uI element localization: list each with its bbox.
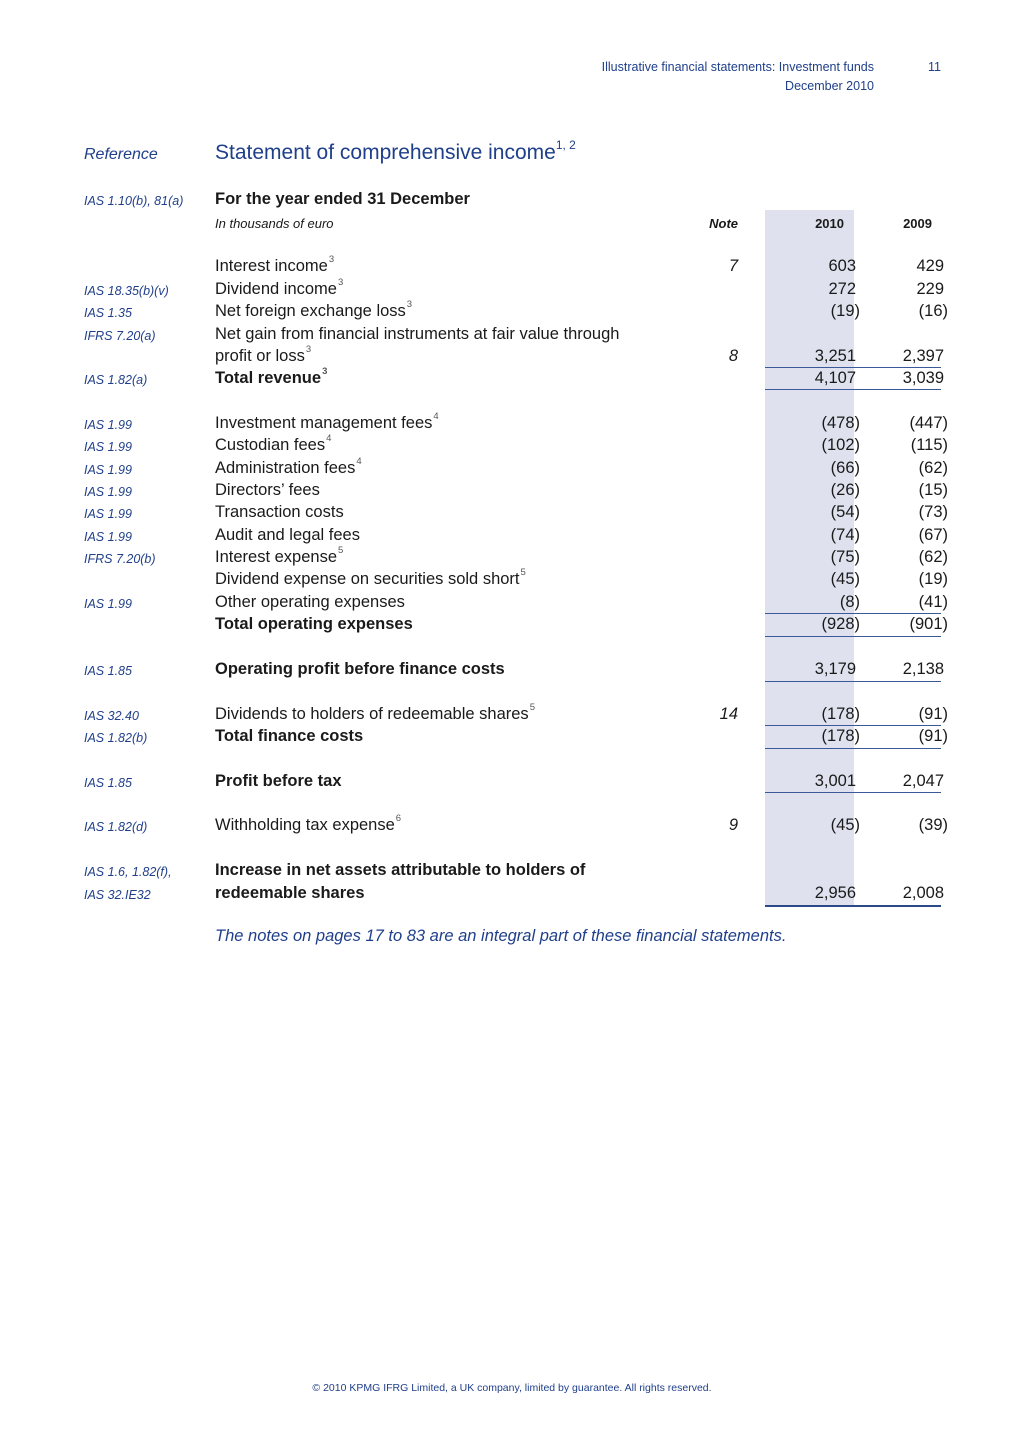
value-2010: (45) (830, 570, 860, 588)
units-label: In thousands of euro (215, 216, 334, 231)
value-2010: (26) (830, 481, 860, 499)
period-label: For the year ended 31 December (215, 190, 470, 208)
table-row (0, 544, 1024, 569)
footnote-marker: 5 (529, 701, 535, 713)
value-2009: 229 (916, 280, 944, 298)
value-2010: (178) (821, 727, 860, 745)
value-2009: (15) (918, 481, 948, 499)
row-reference: IFRS 7.20(a) (84, 329, 156, 343)
statement-title-text: Statement of comprehensive income (215, 141, 556, 164)
footnote-marker: 3 (322, 365, 328, 377)
table-row (0, 525, 1024, 547)
row-reference: IAS 32.40 (84, 709, 139, 723)
page-number: 11 (928, 60, 941, 74)
table-row (0, 343, 1024, 368)
table-row (0, 860, 1024, 882)
footnote-marker: 4 (433, 410, 439, 422)
row-label: Transaction costs (215, 503, 344, 521)
table-row (0, 276, 1024, 301)
row-label: Directors’ fees (215, 481, 320, 499)
value-2010: (75) (830, 548, 860, 566)
value-2010: (54) (830, 503, 860, 521)
subtotal-rule (765, 748, 941, 749)
table-row (0, 883, 1024, 905)
table-row (0, 432, 1024, 457)
footnote-marker: 3 (328, 253, 335, 265)
value-2009: (19) (918, 570, 948, 588)
header-date: December 2010 (785, 79, 874, 93)
row-note: 9 (728, 816, 738, 834)
value-2010: 603 (828, 257, 856, 275)
header-title: Illustrative financial statements: Investment funds (601, 60, 874, 74)
footnote-marker: 3 (305, 343, 312, 355)
table-row (0, 812, 1024, 837)
row-reference: IAS 1.99 (84, 463, 132, 477)
row-label: Other operating expenses (215, 593, 405, 611)
row-reference: IAS 1.82(d) (84, 820, 148, 834)
value-2010: (928) (821, 615, 860, 633)
value-2009: 2,397 (902, 347, 944, 365)
row-reference: IFRS 7.20(b) (84, 552, 156, 566)
footnote-marker: 5 (338, 544, 344, 556)
value-2010: 4,107 (814, 369, 856, 387)
period-reference: IAS 1.10(b), 81(a) (84, 194, 184, 208)
table-row (0, 771, 1024, 793)
row-reference: IAS 1.99 (84, 597, 132, 611)
table-row (0, 701, 1024, 726)
row-label: Dividends to holders of redeemable shares$^5$ (215, 701, 535, 723)
value-2010: (45) (830, 816, 860, 834)
subtotal-rule (765, 725, 941, 726)
row-label: Administration fees$^4$ (215, 455, 362, 477)
row-reference: IAS 1.85 (84, 664, 132, 678)
value-2009: (41) (918, 593, 948, 611)
value-2010: (19) (830, 302, 860, 320)
subtotal-rule (765, 792, 941, 793)
subtotal-rule (765, 613, 941, 614)
table-row (0, 614, 1024, 636)
row-reference: IAS 18.35(b)(v) (84, 284, 169, 298)
value-2009: (39) (918, 816, 948, 834)
row-reference: IAS 1.82(b) (84, 731, 148, 745)
table-row (0, 659, 1024, 681)
row-reference: IAS 1.99 (84, 418, 132, 432)
row-label: Withholding tax expense$^6$ (215, 812, 402, 834)
row-reference: IAS 1.99 (84, 507, 132, 521)
row-reference: IAS 1.99 (84, 530, 132, 544)
value-2010: 3,251 (814, 347, 856, 365)
subtotal-rule (765, 681, 941, 682)
table-row (0, 592, 1024, 614)
table-row (0, 253, 1024, 278)
table-row (0, 298, 1024, 323)
footnote-marker: 4 (326, 432, 332, 444)
value-2009: 2,138 (902, 660, 944, 678)
value-2009: (91) (918, 727, 948, 745)
table-row (0, 502, 1024, 524)
row-label: Custodian fees$^4$ (215, 432, 332, 454)
row-label: Increase in net assets attributable to holders of (215, 861, 586, 879)
value-2009: (91) (918, 705, 948, 723)
table-row (0, 726, 1024, 748)
value-2009: (67) (918, 526, 948, 544)
row-label: Net gain from financial instruments at fair value through (215, 325, 620, 343)
year-2010-header: 2010 (815, 216, 844, 231)
value-2009: (115) (910, 436, 948, 454)
statement-title-footnote: 1, 2 (555, 138, 576, 152)
value-2010: (8) (839, 593, 860, 611)
page-header (0, 58, 1024, 98)
table-row (0, 455, 1024, 480)
value-2010: (102) (821, 436, 860, 454)
integral-part-note: The notes on pages 17 to 83 are an integral part of these financial statements. (215, 927, 787, 945)
footnote-marker: 5 (520, 566, 526, 578)
value-2010: 2,956 (814, 884, 856, 902)
subtotal-rule (765, 367, 941, 368)
row-label: Total operating expenses (215, 615, 413, 633)
value-2009: (901) (909, 615, 948, 633)
value-2010: 272 (828, 280, 856, 298)
row-label: profit or loss$^3$ (215, 343, 312, 365)
value-2009: 2,047 (902, 772, 944, 790)
value-2009: 3,039 (902, 369, 944, 387)
value-2010: 3,179 (814, 660, 856, 678)
row-label: Interest expense$^5$ (215, 544, 344, 566)
value-2009: (62) (918, 459, 948, 477)
row-note: 8 (728, 347, 738, 365)
value-2009: (73) (918, 503, 948, 521)
row-reference: IAS 1.82(a) (84, 373, 148, 387)
table-row (0, 410, 1024, 435)
value-2010: (74) (830, 526, 860, 544)
row-label: Audit and legal fees (215, 526, 360, 544)
row-reference: IAS 1.85 (84, 776, 132, 790)
reference-heading: Reference (84, 146, 158, 163)
value-2009: 429 (916, 257, 944, 275)
row-reference: IAS 1.99 (84, 440, 132, 454)
value-2010: (178) (821, 705, 860, 723)
footnote-marker: 6 (395, 812, 402, 824)
row-label: Operating profit before finance costs (215, 660, 505, 678)
value-2009: (16) (918, 302, 948, 320)
footnote-marker: 4 (356, 455, 362, 467)
value-2010: 3,001 (814, 772, 856, 790)
row-label: redeemable shares (215, 884, 365, 902)
row-note: 7 (728, 257, 738, 275)
row-label: Total finance costs (215, 727, 364, 745)
value-2010: (66) (830, 459, 860, 477)
year-2009-header: 2009 (903, 216, 932, 231)
total-double-rule (765, 905, 941, 907)
value-2010: (478) (821, 414, 860, 432)
footnote-marker: 3 (337, 276, 344, 288)
statement-title (215, 138, 576, 165)
row-label: Investment management fees$^4$ (215, 410, 439, 432)
footnote-marker: 3 (406, 298, 413, 310)
note-column-header: Note (709, 216, 738, 231)
value-2009: (447) (909, 414, 948, 432)
subtotal-rule (765, 636, 941, 637)
row-label: Net foreign exchange loss$^3$ (215, 298, 413, 320)
table-row (0, 324, 1024, 346)
row-label: Profit before tax (215, 772, 342, 790)
row-label: Total revenue$^3$ (215, 365, 328, 387)
table-row (0, 566, 1024, 591)
subtotal-rule (765, 389, 941, 390)
row-reference: IAS 1.99 (84, 485, 132, 499)
row-reference: IAS 1.35 (84, 306, 132, 320)
row-label: Interest income$^3$ (215, 253, 335, 275)
value-2009: 2,008 (902, 884, 944, 902)
row-label: Dividend income$^3$ (215, 276, 344, 298)
copyright-footer: © 2010 KPMG IFRG Limited, a UK company, limited by guarantee. All rights reserved. (312, 1382, 712, 1394)
value-2009: (62) (918, 548, 948, 566)
table-row (0, 365, 1024, 390)
row-reference: IAS 1.6, 1.82(f), (84, 865, 172, 879)
table-row (0, 480, 1024, 502)
row-note: 14 (719, 705, 738, 723)
row-reference: IAS 32.IE32 (84, 888, 151, 902)
row-label: Dividend expense on securities sold short$^5$ (215, 566, 526, 588)
